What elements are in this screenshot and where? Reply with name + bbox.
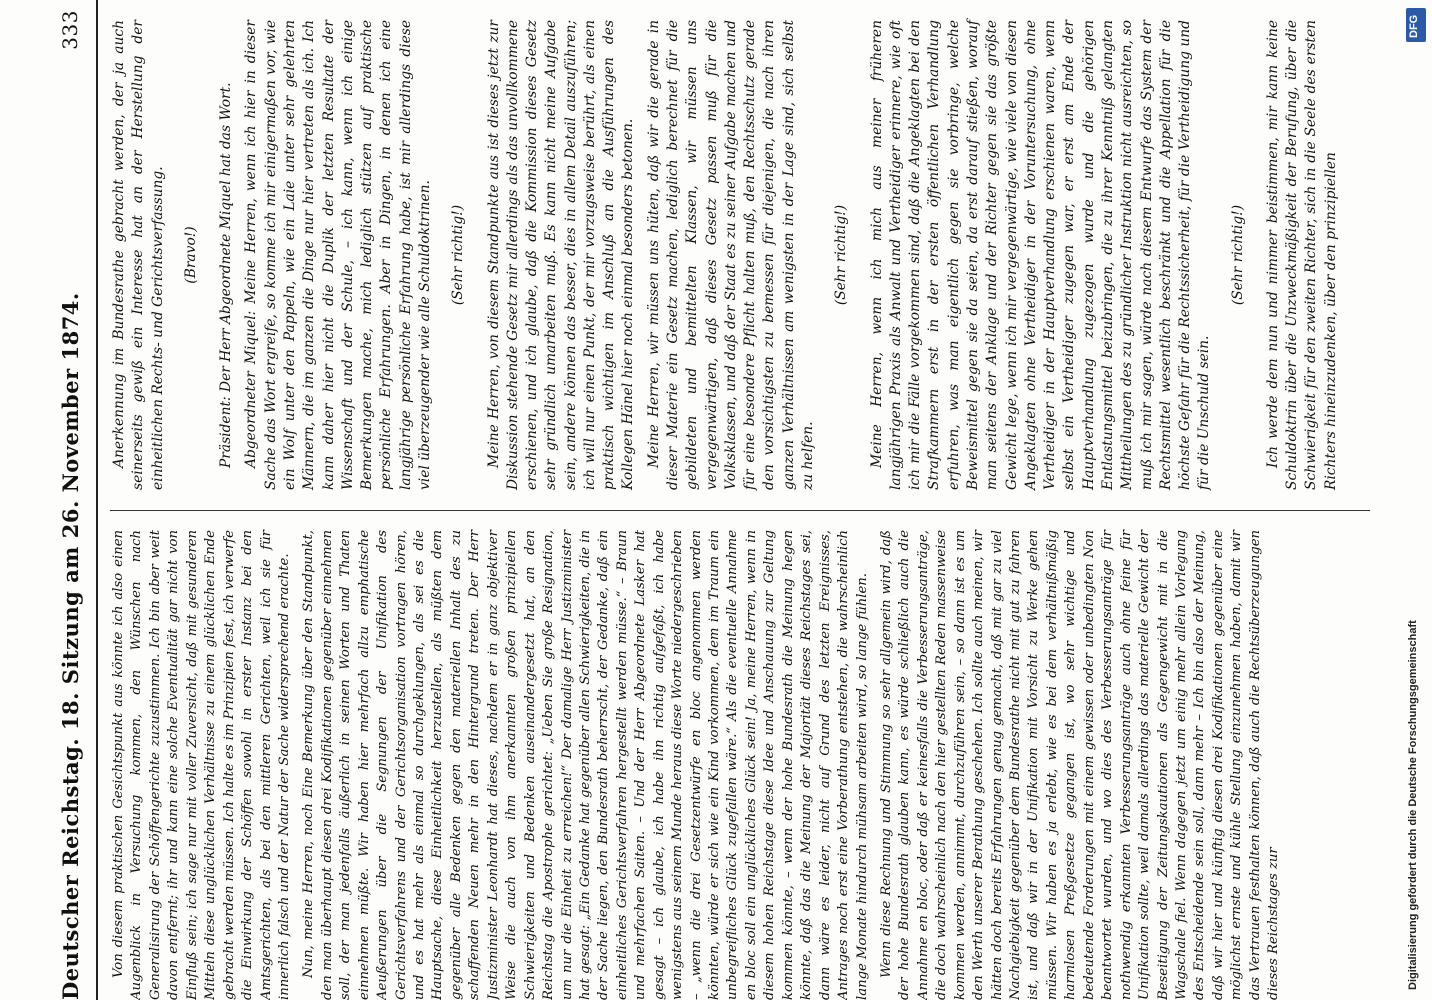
newspaper-page xyxy=(50,0,1390,1000)
header-title: Deutscher Reichstag. 18. Sitzung am 26. November 1874. xyxy=(58,292,83,1000)
column-divider xyxy=(110,510,1370,511)
paragraph: Wenn diese Rechnung und Stimmung so sehr allgemein wird, daß der hohe Bundesrath glauben kann, es würde schließlich auch die Annahme en bloc, oder daß er keinesfalls die Verbesserungsanträge, die doch wahrscheinlich nach den hier gestellten Reden massenweise kommen werden, annimmt, durchzuführen sein, – so dann ist es um den Werth unserer Berathung geschehen. Ich sollte auch meinen, wir hätten doch bereits Erfahrungen genug gemacht, daß mit gar zu viel Nachgiebigkeit gegenüber dem Bundesrathe nicht mit gut zu fahren ist, und daß wir in der Unifikation mit Vorsicht zu Werke gehen müssen. Wir haben es ja erlebt, wie es bei dem verhältnißmäßig harmlosen Preßgesetze gegangen ist, wo sehr wichtige und bedeutende Forderungen mit einem gewissen oder unbedingten Non beantwortet wurden, und wo dies des Verbesserungsanträge für nothwendig erkannten Verbesserungsanträge auch ohne feine für Unifikation sollte, weil damals allerdings das materielle Gewicht der Beseitigung der Zeitungskautionen als Gegengewicht mit in die Wagschale fiel. Wenn dagegen jetzt um einig mehr allein Vorlegung des Entscheidende sein soll, dann mehr – Ich bin also der Meinung, daß wir hier und künftig diesen drei Kodifikationen gegenüber eine möglichst ernste und kühle Stellung einzunehmen haben, damit wir das Vertrauen festhalten können, daß auch die Rechtsüberzeugungen dieses Reichstages zur xyxy=(878,530,1282,1000)
page-header xyxy=(50,0,98,1000)
credit-sidebar xyxy=(1402,10,1424,990)
interjection: (Bravo!) xyxy=(182,226,199,284)
paragraph: Nun, meine Herren, noch Eine Bemerkung über den Standpunkt, den man überhaupt diesen drei Kodifikationen gegenüber einnehmen soll, der man jedenfalls äußerlich in seinen Worten und Thaten einnehmen müßte. Wir haben hier mehrfach allzu emphatische Aeußerungen über die Segnungen der Unifikation des Gerichtsverfahrens und der Gerichtsorganisation vortragen hören, und es hat mehr als einmal so durchgeklungen, als sei es die Hauptsache, diese Einheitlichkeit herzustellen, als müßten dem gegenüber alle Bedenken gegen den materiellen Inhalt des zu schaffenden Neuen mehr in den Hintergrund treten. Der Herr Justizminister Leonhardt hat dieses, nachdem er in ganz objektiver Weise die auch von ihm anerkannten großen prinzipiellen Schwierigkeiten und Bedenken auseinandergesetzt hat, an den Reichstag die Apostrophe gerichtet: „Ueben Sie große Resignation, um nur die Einheit zu erreichen!“ Der damalige Herr Justizminister hat gesagt: „Ein Gedanke hat gegenüber allen Schwierigkeiten, die in der Sache liegen, den Bundesrath beherrscht, der Gedanke, daß ein einheitliches Gerichtsverfahren hergestellt werden müsse.“ – Braun und mehrfachen Saiten. – Und der Herr Abgeordnete Lasker hat gesagt – ich glaube, ich habe ihn richtig aufgefaßt, ich habe wenigstens aus seinem Munde heraus diese Worte niedergeschrieben – „wenn die drei Gesetzentwürfe en bloc angenommen werden könnten, würde er sich wie ein Kind vorkommen, dem im Traum ein unbegreifliches Glück zugefallen wäre.“ Als die eventuelle Annahme en bloc soll ein unglückliches Glück sein! Ja, meine Herren, wenn in diesem hohen Reichstage diese Idee und Anschauung zur Geltung kommen könnte, – wenn der hohe Bundesrath die Meinung hegen könnte, daß das die Meinung der Majorität dieses Reichstages sei, dann wäre es leider, nicht auf Grund des letzten Ereignisses, Antrages noch erst eine Vorberathung entstehen, die wahrscheinlich lange Monate hindurch mühsam arbeiten wird, so lange fühlen. xyxy=(301,530,870,1000)
interjection: (Sehr richtig!) xyxy=(833,204,850,306)
paragraph: Anerkennung im Bundesrathe gebracht werden, der ja auch seinerseits gewiß ein Interesse hat an der Herstellung der einheitlichen Rechts- und Gerichtsverfassung. xyxy=(111,20,166,490)
dfg-logo-icon xyxy=(1406,8,1426,42)
logo-label: DFG xyxy=(1408,14,1420,38)
digitization-credit: Digitalisierung gefördert durch die Deutsche Forschungsgemeinschaft xyxy=(1407,620,1419,990)
interjection: (Sehr richtig!) xyxy=(450,204,467,306)
paragraph: Meine Herren, von diesem Standpunkte aus ist dieses jetzt zur Diskussion stehende Gesetz mir allerdings als das unvollkommene erschienen, und ich glaube, daß die Kommission dieses Gesetz sehr gründlich umarbeiten muß. Es kann nicht meine Aufgabe sein, andere können das besser, dies in allem Detail auszuführen; ich will nur einen Punkt, der mir vorzugsweise berührt, als einen praktisch wichtigen im Anschluß an die Ausführungen des Kollegen Hänel hier noch einmal besonders betonen. xyxy=(485,20,637,490)
interjection: (Sehr richtig!) xyxy=(1229,204,1246,306)
page-number: 333 xyxy=(58,10,82,50)
paragraph: Ich werde dem nun und nimmer beistimmen, mir kann keine Schuldoktrin über die Unzweckmäßigkeit der Berufung, über die Schwierigkeit für den zweiten Richter, sich in die Seele des ersten Richters hineinzudenken, über den prinzipiellen xyxy=(1264,20,1339,490)
paragraph: Abgeordneter Miquel: Meine Herren, wenn ich hier in dieser Sache das Wort ergreife, so komme ich mir einigermaßen vor, wie ein Wolf unter den Pappeln, wie ein Laie unter sehr gelehrten Männern, die im ganzen die Dinge nur hier vertreten als ich. Ich kann daher hier nicht die Duplik der letzten Resultate der Wissenschaft und der Schule, – ich kann, wenn ich einige Bemerkungen mache, mich lediglich stützen auf praktische persönliche Erfahrungen. Aber in Dingen, in denen ich eine langjährige persönliche Erfahrung habe, ist mir allerdings diese viel überzeugender wie alle Schuldoktrinen. xyxy=(243,20,433,490)
header-rule xyxy=(96,0,98,1000)
paragraph: Meine Herren, wenn ich mich aus meiner früheren langjährigen Praxis als Anwalt und Vertheidiger erinnere, wie oft ich mir die Fälle vorgekommen sind, daß die Angeklagten bei den Strafkammern erst in der ersten öffentlichen Verhandlung erfuhren, was man eigentlich gegen sie vorbringe, welche Beweismittel gegen sie da seien, da erst darauf stießen, worauf man seitens der Anklage und der Richter gegen sie das größte Gewicht lege, wenn ich mir vergegenwärtige, wie viele von diesen Angeklagten ohne Vertheidiger in der Voruntersuchung, ohne Vertheidiger in der Hauptverhandlung erschienen waren, wenn selbst ein Vertheidiger zugegen war, er erst am Ende der Hauptverhandlung zugezogen wurde und die gehörigen Entlastungsmittel beizubringen, die zu ihrer Kenntniß gelangten Mittheilungen des zu gründlicher Instruktion nicht ausreichten, so muß ich mir sagen, würde nach diesem Entwurfe das System der Rechtsmittel wesentlich beschränkt und die Appellation für die höchste Gefahr für die Rechtssicherheit, für die Vertheidigung und für die Unschuld sein. xyxy=(868,20,1213,490)
left-column xyxy=(110,530,1290,1000)
paragraph: Von diesem praktischen Gesichtspunkt aus könnte ich also einen Augenblick in Versuchung kommen, den Wünschen nach Generalisirung der Schöffengerichte zuzustimmen. Ich bin aber weit davon entfernt; ihr und kann eine solche Eventualität gar nicht von Einfluß sein; ich sage nur mit voller Zuversicht, daß mit gesunderen Mitteln diese unglücklichen Verhältnisse zu einem glücklichen Ende gebracht werden müssen. Ich halte es im Prinzipien fest, ich verwerfe die Einwirkung der Schöffen sowohl in erster Instanz bei den Amtsgerichten, als bei den mittleren Gerichten, weil ich sie für innerlich falsch und der Natur der Sache widersprechend erachte. xyxy=(111,530,292,1000)
right-column xyxy=(110,20,1347,490)
paragraph: Präsident: Der Herr Abgeordnete Miquel hat das Wort. xyxy=(218,82,235,468)
paragraph: Meine Herren, wir müssen uns hüten, daß wir die gerade in dieser Materie ein Gesetz machen, lediglich berechnet für die gebildeten und bemittelten Klassen, wir müssen uns vergegenwärtigen, daß dieses Gesetz passen muß für die Volksklassen, und daß der Staat es zu seiner Aufgabe machen und für eine besondere Pflicht halten muß, den Rechtsschutz gerade den vorsichtigsten zu bemessen für diejenigen, die nach ihren ganzen Verhältnissen am wenigsten in der Lage sind, sich selbst zu helfen. xyxy=(645,20,816,490)
